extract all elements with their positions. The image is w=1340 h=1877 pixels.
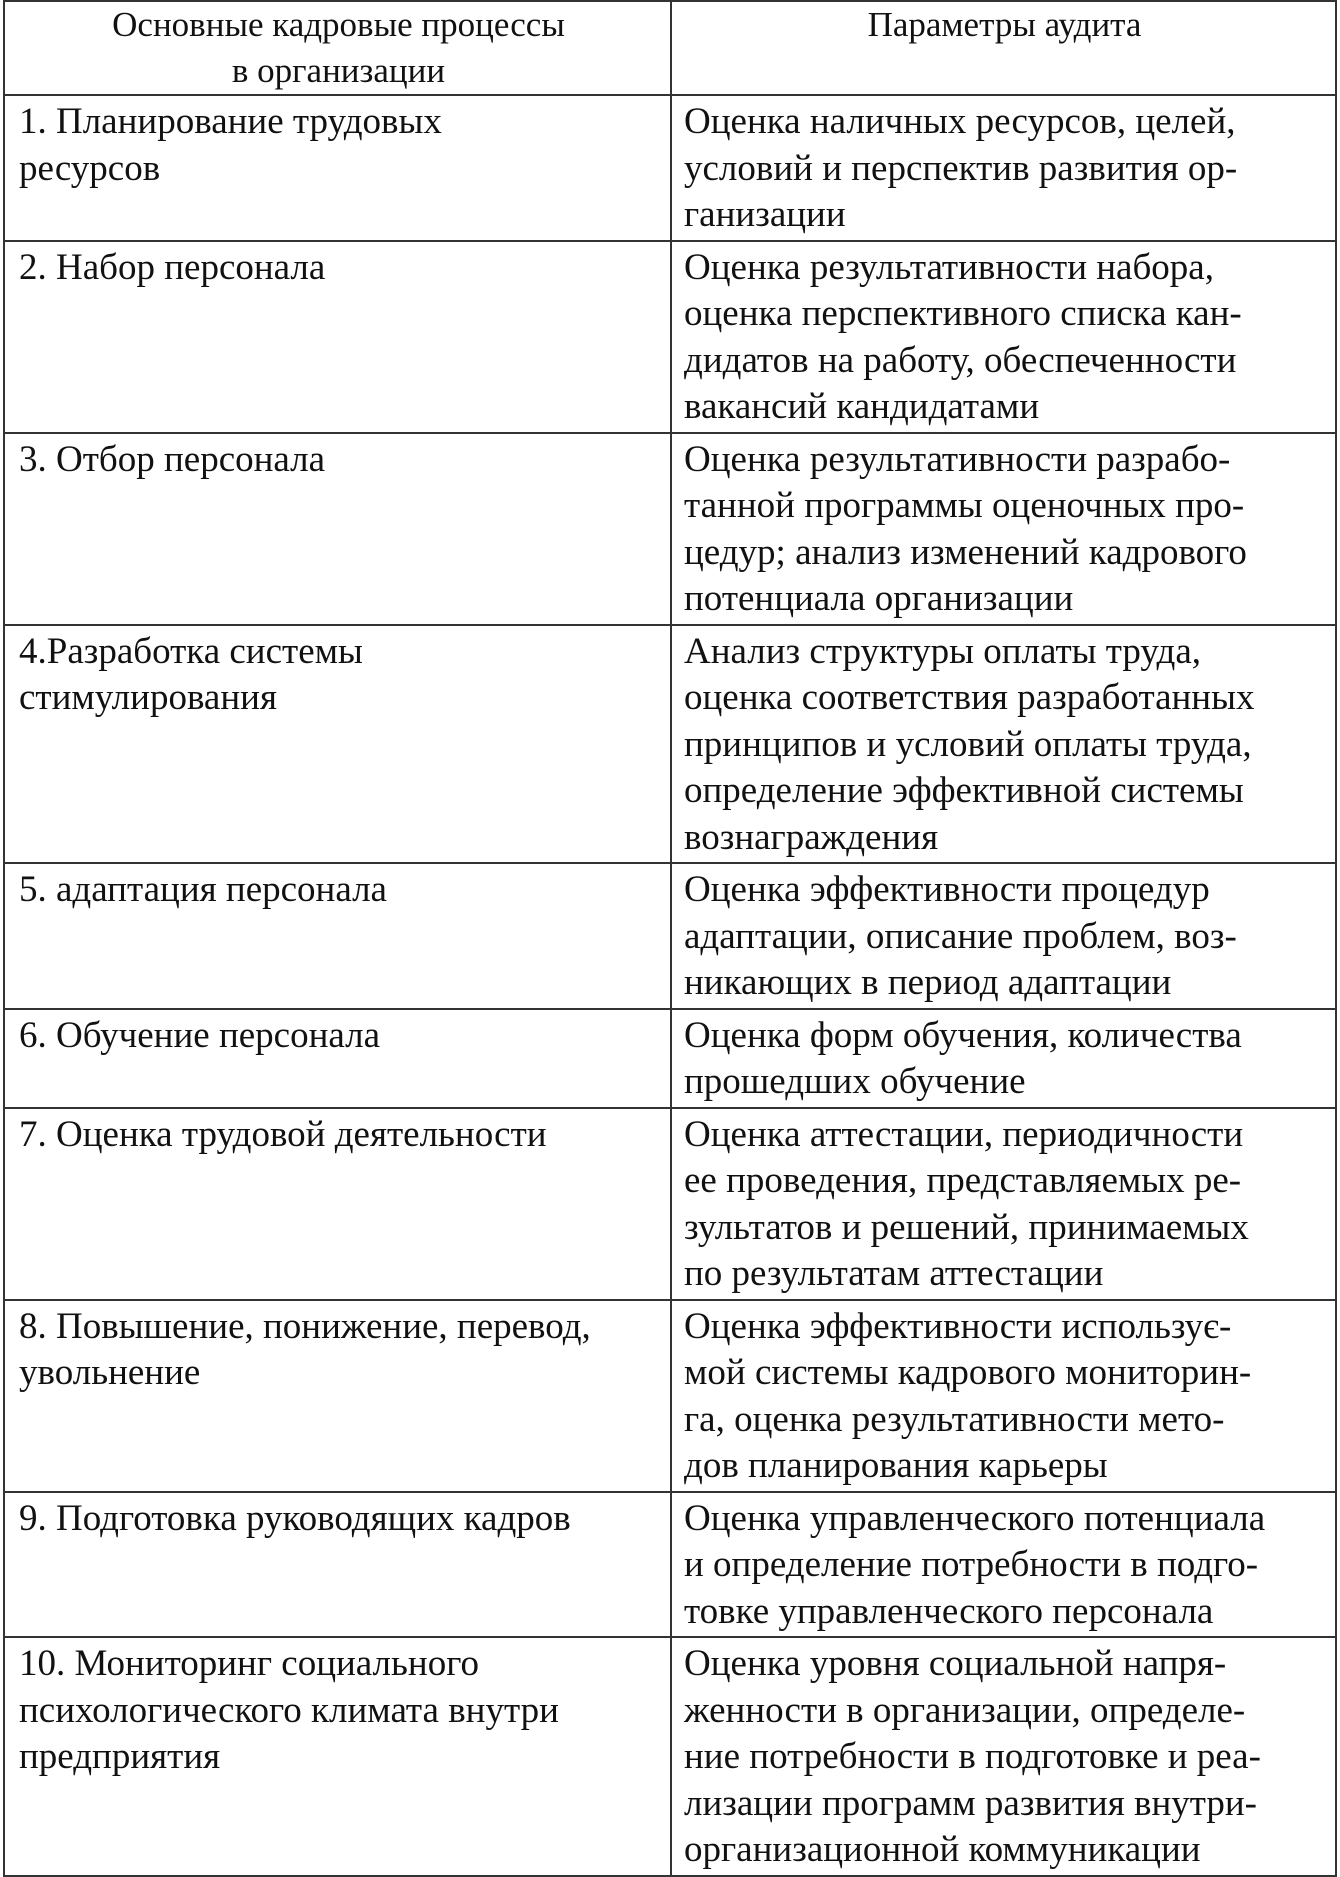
audit-parameter-cell: Оценка уровня социальной напря- женности в организации, определе- ние потребности в подготовке и реа- лизации программ развития внутри- организационной коммуникации xyxy=(671,1637,1336,1876)
table-header-row xyxy=(4,1,1336,95)
process-cell: 4.Разработка системы стимулирования xyxy=(4,625,671,864)
header-processes: Основные кадровые процессы в организации xyxy=(4,1,671,95)
audit-parameter-cell: Оценка управленческого потенциала и определение потребности в подго- товке управленческого персонала xyxy=(671,1492,1336,1638)
table-row xyxy=(4,241,1336,433)
table-row xyxy=(4,625,1336,864)
process-cell: 9. Подготовка руководящих кадров xyxy=(4,1492,671,1638)
process-cell: 6. Обучение персонала xyxy=(4,1009,671,1108)
process-cell: 7. Оценка трудовой деятельности xyxy=(4,1108,671,1300)
audit-parameter-cell: Оценка форм обучения, количества прошедших обучение xyxy=(671,1009,1336,1108)
audit-parameter-cell: Оценка эффективности процедур адаптации, описание проблем, воз- никающих в период адаптации xyxy=(671,863,1336,1009)
audit-parameter-cell: Оценка аттестации, периодичности ее проведения, представляемых ре- зультатов и решений, принимаемых по результатам аттестации xyxy=(671,1108,1336,1300)
audit-parameter-cell: Оценка результативности набора, оценка перспективного списка кан- дидатов на работу, обеспеченности вакансий кандидатами xyxy=(671,241,1336,433)
table-row xyxy=(4,1637,1336,1876)
audit-parameters-table xyxy=(3,0,1337,1877)
process-cell: 8. Повышение, понижение, перевод, увольнение xyxy=(4,1300,671,1492)
audit-parameter-cell: Оценка эффективности использує- мой системы кадрового мониторин- га, оценка результативности мето- дов планирования карьеры xyxy=(671,1300,1336,1492)
table-row xyxy=(4,95,1336,241)
audit-parameter-cell: Анализ структуры оплаты труда, оценка соответствия разработанных принципов и условий оплаты труда, определение эффективной системы вознаграждения xyxy=(671,625,1336,864)
header-audit-parameters: Параметры аудита xyxy=(671,1,1336,95)
audit-parameter-cell: Оценка результативности разрабо- танной программы оценочных про- цедур; анализ изменений кадрового потенциала организации xyxy=(671,433,1336,625)
audit-parameter-cell: Оценка наличных ресурсов, целей, условий и перспектив развития ор- ганизации xyxy=(671,95,1336,241)
table-row xyxy=(4,863,1336,1009)
table-row xyxy=(4,1300,1336,1492)
table-row xyxy=(4,433,1336,625)
process-cell: 10. Мониторинг социального психологического климата внутри предприятия xyxy=(4,1637,671,1876)
table-row xyxy=(4,1009,1336,1108)
process-cell: 5. адаптация персонала xyxy=(4,863,671,1009)
process-cell: 1. Планирование трудовых ресурсов xyxy=(4,95,671,241)
process-cell: 2. Набор персонала xyxy=(4,241,671,433)
table-row xyxy=(4,1492,1336,1638)
process-cell: 3. Отбор персонала xyxy=(4,433,671,625)
table-row xyxy=(4,1108,1336,1300)
